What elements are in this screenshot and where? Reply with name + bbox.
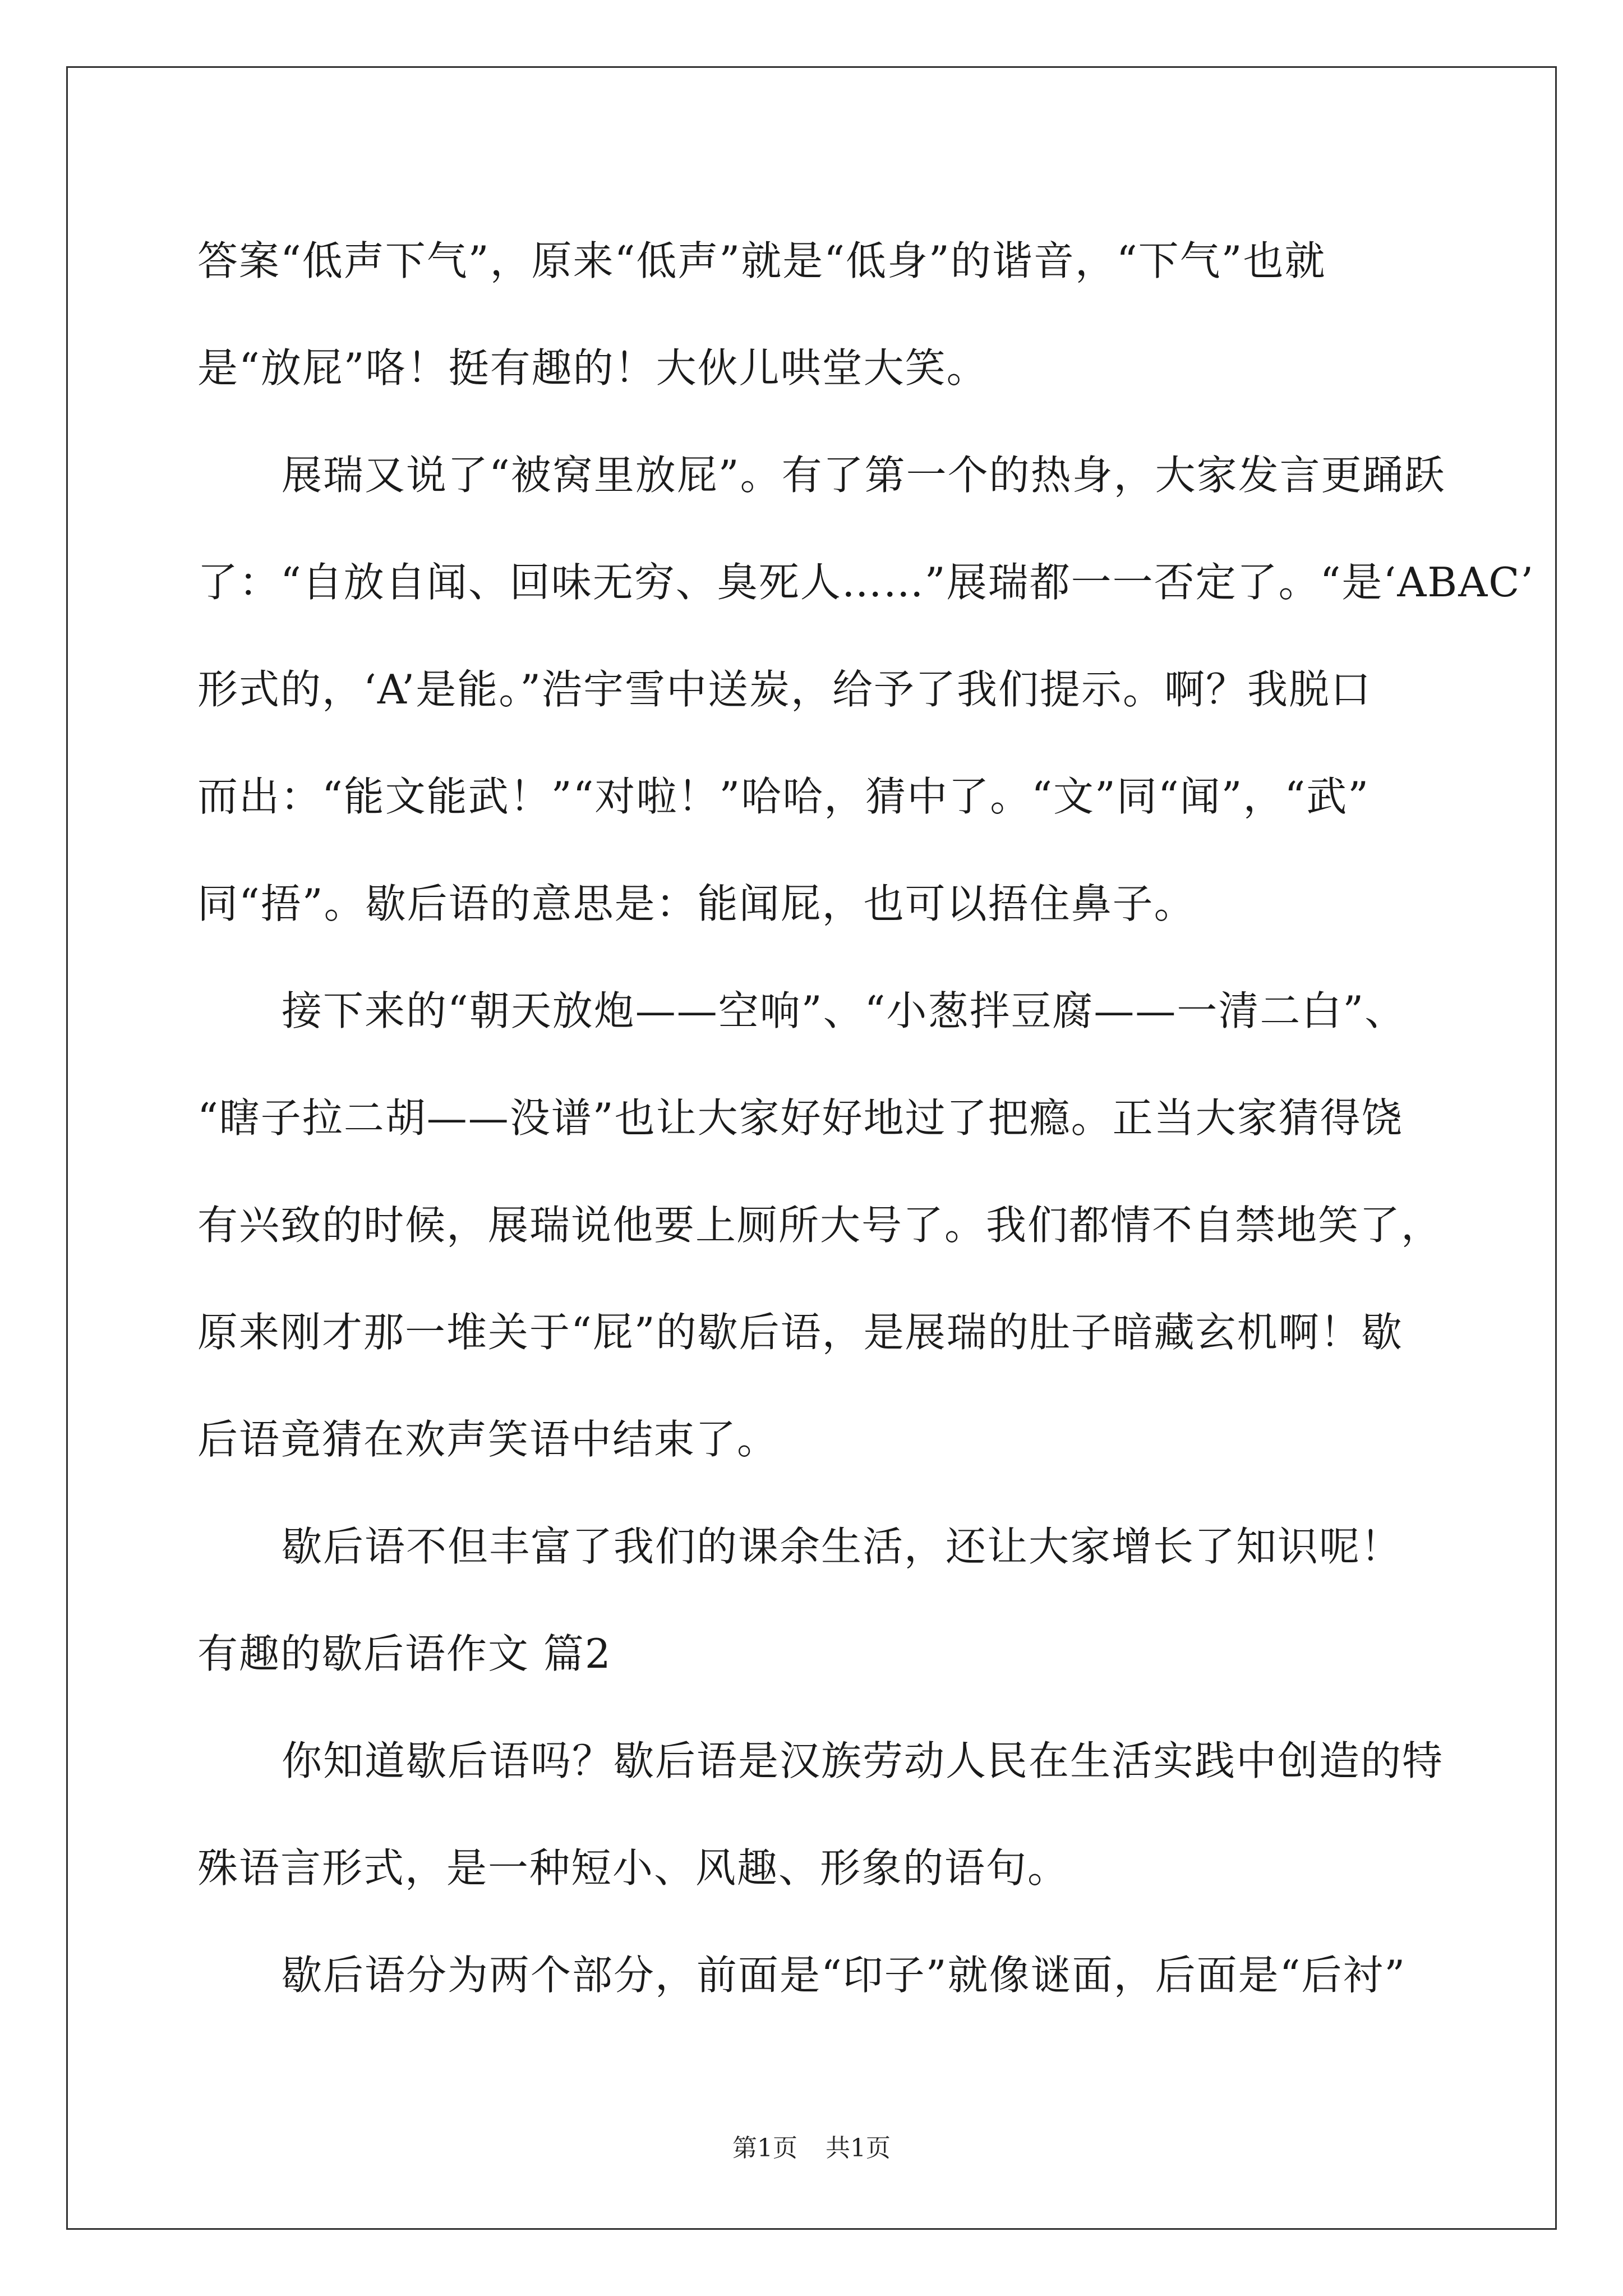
document-body [197,208,1535,2029]
paragraph-start-line: 你知道歇后语吗？歇后语是汉族劳动人民在生活实践中创造的特 [282,1737,1444,1784]
page-total: 共1页 [826,2134,891,2162]
section-heading: 有趣的歇后语作文 篇2 [197,1630,612,1677]
text-line: 同“捂”。歇后语的意思是：能闻屁，也可以捂住鼻子。 [197,880,1196,927]
text-line: 殊语言形式，是一种短小、风趣、形象的语句。 [197,1844,1069,1892]
text-line: 而出：“能文能武！”“对啦！”哈哈，猜中了。“文”同“闻”，“武” [197,773,1370,820]
paragraph-start-line: 歇后语分为两个部分，前面是“印子”就像谜面，后面是“后衬” [282,1952,1407,1999]
text-line: 后语竟猜在欢声笑语中结束了。 [197,1416,779,1463]
paragraph-start-line: 歇后语不但丰富了我们的课余生活，还让大家增长了知识呢！ [282,1523,1403,1570]
page-footer [0,2132,1623,2165]
text-line: 是“放屁”咯！挺有趣的！大伙儿哄堂大笑。 [197,344,988,392]
text-line: 答案“低声下气”，原来“低声”就是“低身”的谐音，“下气”也就 [197,237,1326,284]
page-number: 第1页 [732,2134,797,2162]
text-line: 原来刚才那一堆关于“屁”的歇后语，是展瑞的肚子暗藏玄机啊！歇 [197,1309,1403,1356]
paragraph-start-line: 接下来的“朝天放炮——空响”、“小葱拌豆腐——一清二白”、 [282,987,1407,1034]
text-line: “瞎子拉二胡——没谱”也让大家好好地过了把瘾。正当大家猜得饶 [197,1094,1403,1142]
paragraph-start-line: 展瑞又说了“被窝里放屁”。有了第一个的热身，大家发言更踊跃 [282,452,1446,499]
text-line: 了：“自放自闻、回味无穷、臭死人……”展瑞都一一否定了。“是‘ABAC’ [197,559,1535,606]
text-line: 形式的，‘A’是能。”浩宇雪中送炭，给予了我们提示。啊？我脱口 [197,666,1372,713]
text-line: 有兴致的时候，展瑞说他要上厕所大号了。我们都情不自禁地笑了， [197,1202,1443,1249]
